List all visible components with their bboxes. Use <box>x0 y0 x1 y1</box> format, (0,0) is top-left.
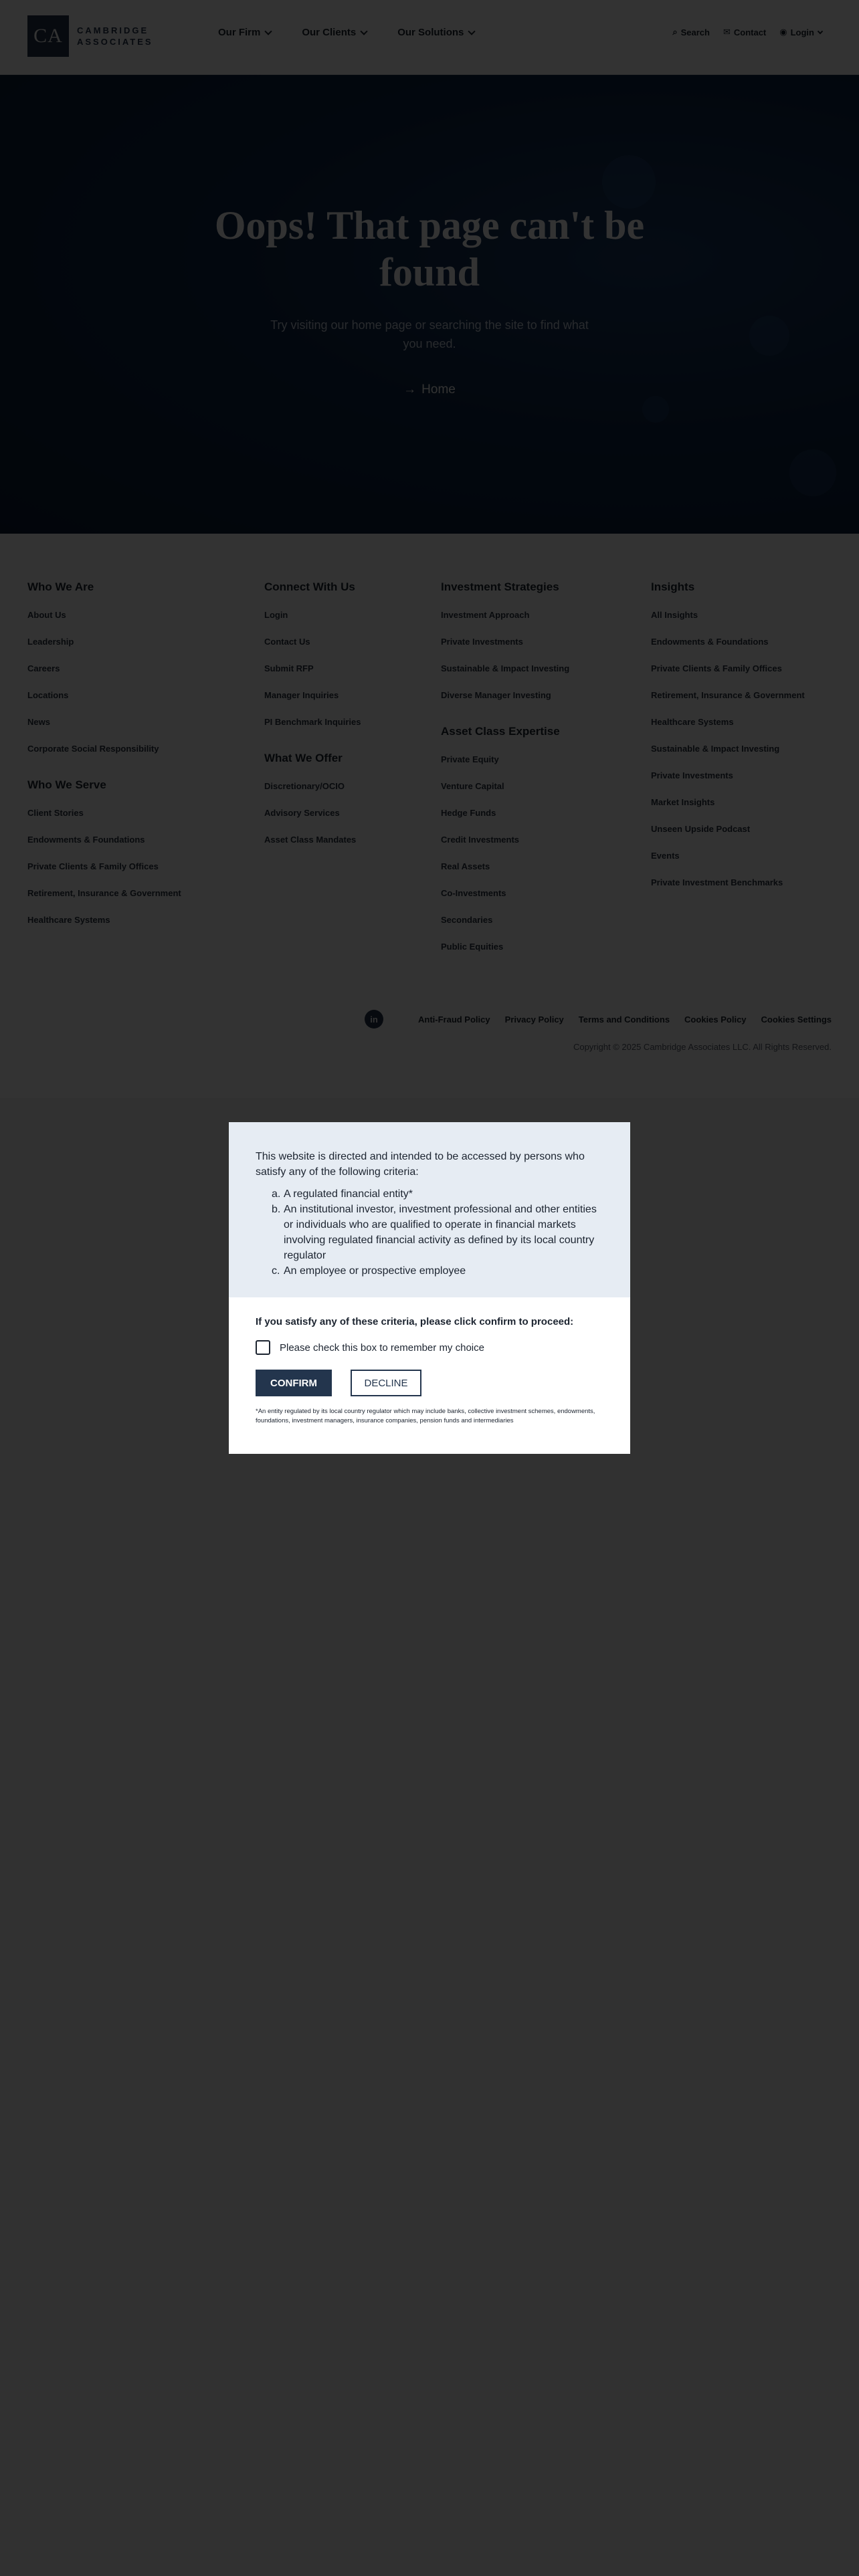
criteria-item <box>272 1202 603 1263</box>
confirm-prompt: If you satisfy any of these criteria, please click confirm to proceed: <box>256 1316 574 1327</box>
criteria-item <box>272 1263 603 1279</box>
criteria-text: An employee or prospective employee <box>284 1265 466 1277</box>
confirm-button[interactable]: CONFIRM <box>256 1370 332 1396</box>
footnote: *An entity regulated by its local country regulator which may include banks, collective investment schemes, endowments, foundations, investment managers, insurance companies, pension funds and intermediaries <box>256 1408 595 1424</box>
criteria-intro: This website is directed and intended to be accessed by persons who satisfy any of the following criteria: <box>256 1151 585 1178</box>
criteria-item <box>272 1186 603 1202</box>
criteria-text: An institutional investor, investment professional and other entities or individuals who are qualified to operate in financial markets involving regulated financial activity as defined by its local country regulator <box>284 1204 597 1261</box>
criteria-list <box>272 1186 603 1279</box>
remember-checkbox[interactable] <box>256 1340 270 1355</box>
decline-button[interactable]: DECLINE <box>351 1370 421 1396</box>
criteria-letter: b. <box>272 1204 281 1215</box>
criteria-panel <box>229 1122 630 1297</box>
remember-choice[interactable] <box>256 1340 484 1355</box>
investor-eligibility-dialog <box>229 1122 630 1454</box>
criteria-letter: a. <box>272 1188 281 1200</box>
criteria-letter: c. <box>272 1265 280 1277</box>
criteria-text: A regulated financial entity* <box>284 1188 413 1200</box>
remember-checkbox-label: Please check this box to remember my choice <box>280 1341 484 1354</box>
